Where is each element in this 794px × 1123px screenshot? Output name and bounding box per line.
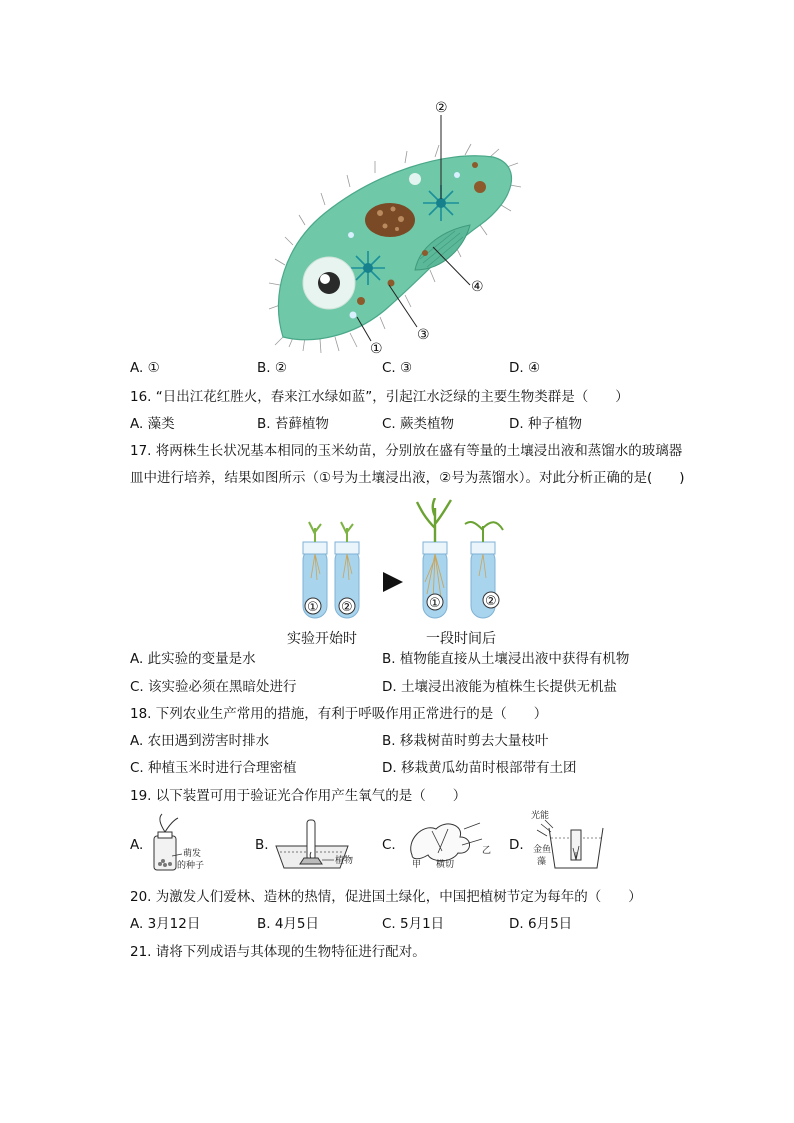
q20-stem: 20. 为激发人们爱林、造林的热情，促进国土绿化，中国把植树节定为每年的（ ） [130, 889, 642, 905]
device-a-figure [148, 812, 228, 874]
tube-label-2-after: ② [485, 594, 497, 609]
q16-option-b[interactable]: B. 苔藓植物 [257, 416, 329, 432]
device-d-label-2: 金鱼 [533, 845, 552, 855]
q16-option-d[interactable]: D. 种子植物 [509, 416, 582, 432]
device-b-figure [270, 812, 370, 874]
label-1: ① [370, 341, 383, 357]
q15-option-d[interactable]: D. ④ [509, 360, 541, 376]
q15-option-b[interactable]: B. ② [257, 360, 287, 376]
q20-option-a[interactable]: A. 3月12日 [130, 916, 201, 932]
q17-stem-line1: 17. 将两株生长状况基本相同的玉米幼苗，分别放在盛有等量的土壤浸出液和蒸馏水的玻璃器 [130, 443, 683, 459]
device-c-figure [402, 815, 502, 871]
q17-option-c[interactable]: C. 该实验必须在黑暗处进行 [130, 679, 297, 695]
q20-option-c[interactable]: C. 5月1日 [382, 916, 445, 932]
q16-option-a[interactable]: A. 藻类 [130, 416, 175, 432]
label-3: ③ [417, 327, 430, 343]
paramecium-figure [265, 95, 525, 360]
device-a-label-1: 萌发 [183, 849, 202, 859]
device-c-label-1: 甲 [412, 860, 422, 870]
q19-option-d[interactable]: D. [509, 837, 524, 853]
label-4: ④ [471, 279, 484, 295]
q18-stem: 18. 下列农业生产常用的措施，有利于呼吸作用正常进行的是（ ） [130, 706, 548, 722]
q19-option-b[interactable]: B. [255, 837, 269, 853]
q18-option-c[interactable]: C. 种植玉米时进行合理密植 [130, 760, 297, 776]
q15-option-c[interactable]: C. ③ [382, 360, 413, 376]
tube-label-2-before: ② [341, 600, 353, 615]
q19-option-c[interactable]: C. [382, 837, 396, 853]
tube-label-1-after: ① [429, 596, 441, 611]
device-d-figure [527, 808, 607, 874]
q18-option-d[interactable]: D. 移栽黄瓜幼苗时根部带有土团 [382, 760, 577, 776]
device-d-label-3: 藻 [537, 857, 547, 867]
q17-option-d[interactable]: D. 土壤浸出液能为植株生长提供无机盐 [382, 679, 617, 695]
device-b-label: 植物 [335, 856, 354, 866]
caption-before: 实验开始时 [287, 631, 357, 647]
device-c-label-2: 横切 [436, 860, 455, 870]
q19-stem: 19. 以下装置可用于验证光合作用产生氧气的是（ ） [130, 788, 467, 804]
tube-label-1-before: ① [307, 600, 319, 615]
q16-option-c[interactable]: C. 蕨类植物 [382, 416, 455, 432]
caption-after: 一段时间后 [426, 631, 496, 647]
q16-stem: 16. “日出江花红胜火，春来江水绿如蓝”，引起江水泛绿的主要生物类群是（ ） [130, 389, 629, 405]
q18-option-a[interactable]: A. 农田遇到涝害时排水 [130, 733, 270, 749]
q17-option-a[interactable]: A. 此实验的变量是水 [130, 651, 256, 667]
device-a-label-2: 的种子 [177, 861, 205, 871]
q20-option-d[interactable]: D. 6月5日 [509, 916, 573, 932]
q18-option-b[interactable]: B. 移栽树苗时剪去大量枝叶 [382, 733, 549, 749]
label-2: ② [435, 100, 448, 116]
q17-option-b[interactable]: B. 植物能直接从土壤浸出液中获得有机物 [382, 651, 630, 667]
corn-seedling-figure [295, 498, 515, 623]
q19-option-a[interactable]: A. [130, 837, 144, 853]
q15-option-a[interactable]: A. ① [130, 360, 160, 376]
q21-stem: 21. 请将下列成语与其体现的生物特征进行配对。 [130, 944, 426, 960]
device-d-label-light: 光能 [531, 811, 550, 821]
q20-option-b[interactable]: B. 4月5日 [257, 916, 320, 932]
device-c-label-3: 乙 [482, 846, 492, 856]
q17-stem-line2: 皿中进行培养，结果如图所示（①号为土壤浸出液，②号为蒸馏水）。对此分析正确的是( ) [130, 470, 685, 486]
